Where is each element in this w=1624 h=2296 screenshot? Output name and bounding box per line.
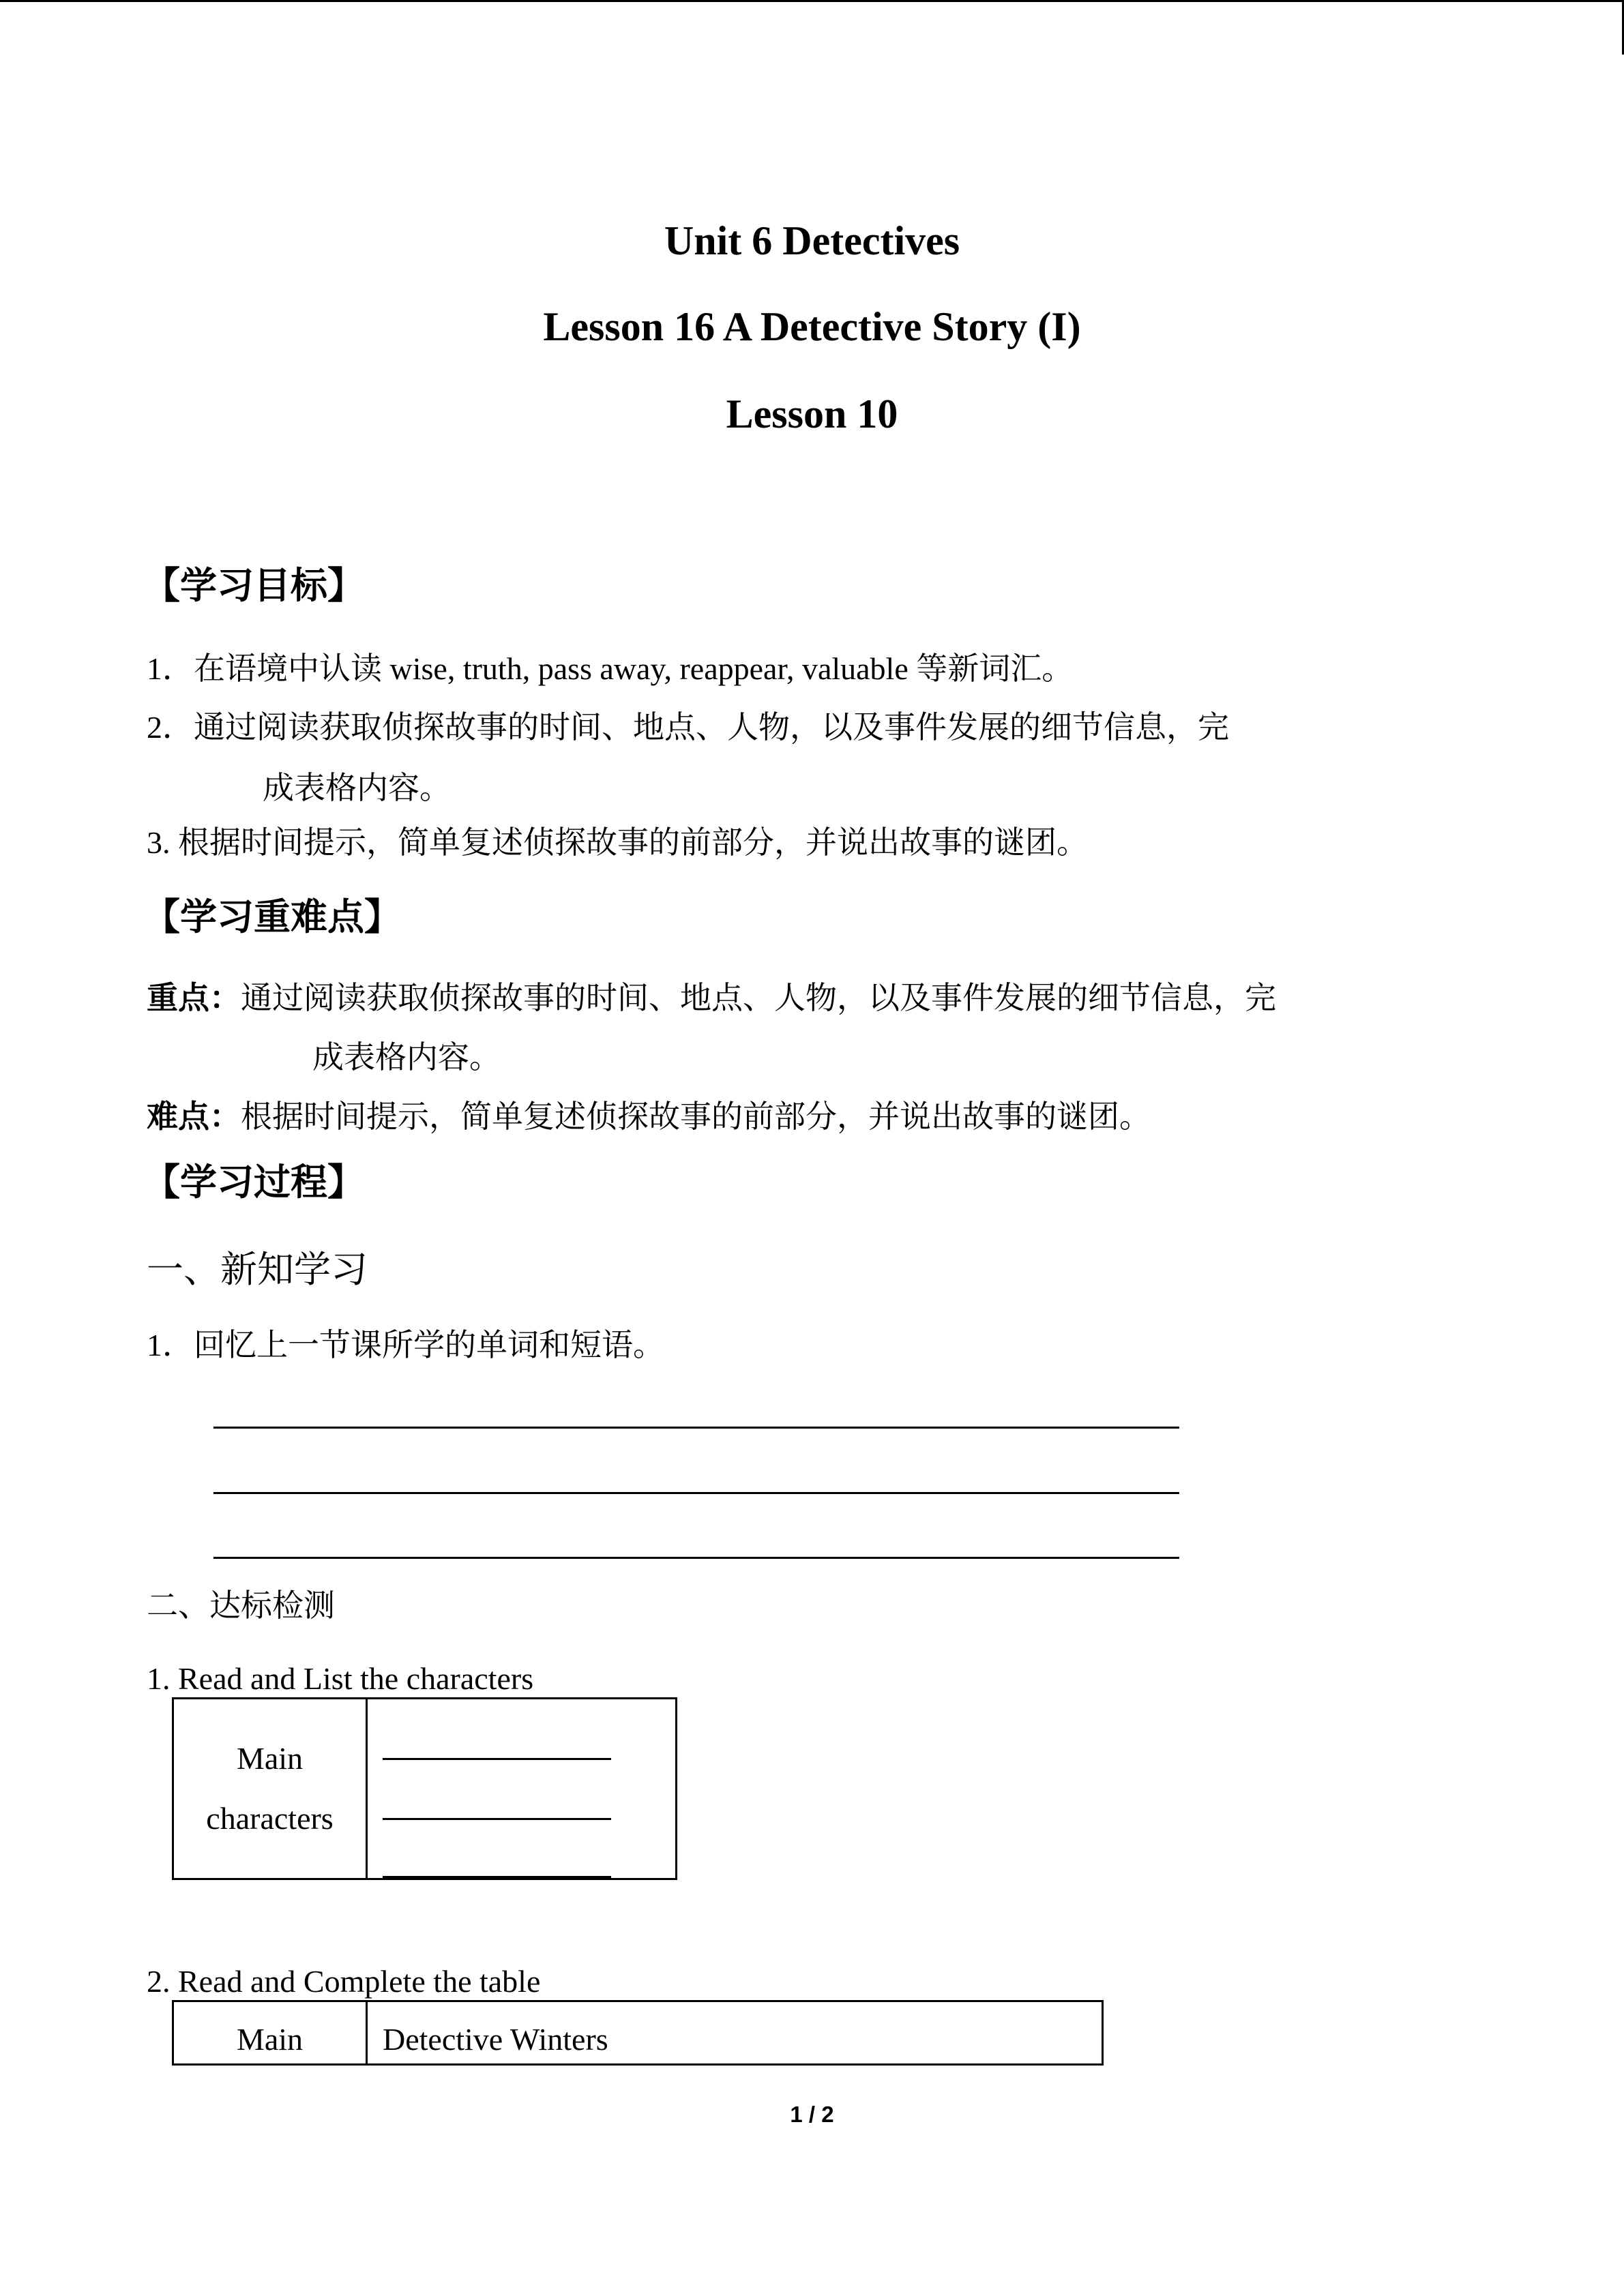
lesson-number: Lesson 10 (726, 391, 898, 436)
focus-text: 通过阅读获取侦探故事的时间、地点、人物，以及事件发展的细节信息，完 (241, 981, 1276, 1015)
story-table-label: Main (173, 2001, 367, 2065)
answer-blank-line-2[interactable] (213, 1492, 1179, 1494)
characters-table (172, 1697, 677, 1880)
objectives-heading: 【学习目标】 (143, 564, 364, 607)
answer-blank-line-1[interactable] (213, 1427, 1179, 1429)
focus-cont: 成表格内容。 (312, 1040, 501, 1075)
unit-title: Unit 6 Detectives (664, 218, 960, 263)
characters-label-main: Main (236, 1741, 304, 1776)
lesson-title: Lesson 16 A Detective Story (I) (543, 304, 1081, 349)
objective-item-2-cont: 成表格内容。 (263, 771, 451, 805)
focus-line (147, 978, 1276, 1019)
difficulty-label: 难点： (147, 1099, 241, 1134)
key-points-heading: 【学习重难点】 (143, 895, 401, 938)
character-blank-1[interactable] (383, 1758, 611, 1760)
objective-item-1: 1．在语境中认读 wise, truth, pass away, reappear, valuable 等新词汇。 (147, 651, 1074, 686)
page-number: 1 / 2 (790, 2102, 834, 2127)
story-table-value[interactable]: Detective Winters (367, 2001, 1103, 2065)
process-heading: 【学习过程】 (143, 1161, 364, 1204)
difficulty-line (147, 1097, 1151, 1137)
objective-item-3: 3. 根据时间提示，简单复述侦探故事的前部分，并说出故事的谜团。 (147, 825, 1088, 860)
objective-item-2: 2．通过阅读获取侦探故事的时间、地点、人物，以及事件发展的细节信息，完 (147, 710, 1229, 745)
task-complete-table: 2. Read and Complete the table (147, 1964, 541, 1999)
section-assessment: 二、达标检测 (147, 1588, 335, 1623)
character-blank-3[interactable] (383, 1876, 611, 1878)
characters-answer-cell[interactable] (367, 1699, 677, 1879)
task-recall-words: 1．回忆上一节课所学的单词和短语。 (147, 1328, 664, 1362)
section-new-knowledge: 一、新知学习 (147, 1249, 368, 1290)
task-list-characters: 1. Read and List the characters (147, 1661, 534, 1696)
character-blank-2[interactable] (383, 1818, 611, 1820)
story-table (172, 2000, 1104, 2066)
answer-blank-line-3[interactable] (213, 1557, 1179, 1559)
difficulty-text: 根据时间提示，简单复述侦探故事的前部分，并说出故事的谜团。 (241, 1099, 1151, 1134)
characters-label-characters: characters (206, 1801, 334, 1836)
page-top-border (0, 0, 1624, 2)
characters-label-cell (173, 1699, 367, 1879)
focus-label: 重点： (147, 981, 241, 1015)
